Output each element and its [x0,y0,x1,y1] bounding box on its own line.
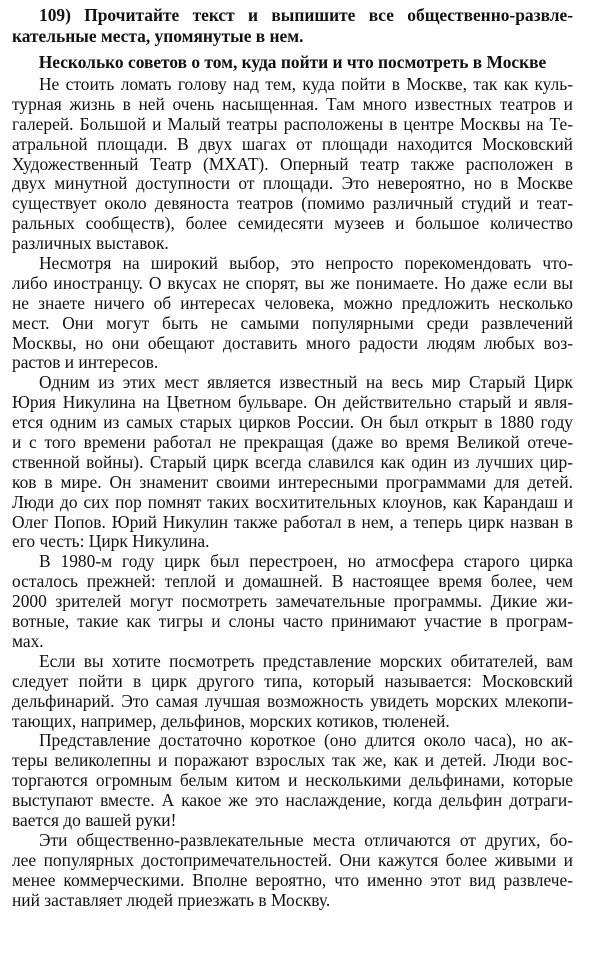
text-line: мест. Они могут быть не самыми популярными среди развлечений [12,312,573,333]
paragraph [12,373,573,552]
paragraph [12,552,573,651]
text-line: Москвы, но они обещают доставить много радости людям любых воз- [12,332,573,353]
text-line: ральных сообществ), более семидесяти музеев и большое количество [12,213,573,234]
text-line: турная жизнь в ней очень насыщенная. Там много известных театров и [12,93,573,114]
paragraph [12,831,573,911]
text-line: В 1980-м году цирк был перестроен, но атмосфера старого цирка [39,551,573,572]
text-line: атральной площади. В двух шагах от площади находится Московский [12,133,573,154]
text-heading: Несколько советов о том, куда пойти и что посмотреть в Москве [38,52,547,72]
text-line: ков в мире. Он знаменит своими интересными программами для детей. [12,471,573,492]
text-line: двух минутной доступности от площади. Это невероятно, но в Москве [12,173,573,194]
text-line: торгаются огромным белым китом и несколькими дельфинами, которые [12,770,573,791]
text-line: ний заставляет людей приезжать в Москву. [12,889,331,910]
text-line: дельфинарий. Это самая лучшая возможность увидеть морских млекопи- [12,690,573,711]
text-line: вотные, такие как тигры и слоны часто принимают участие в програм- [12,611,573,632]
text-line: Олег Попов. Юрий Никулин также работал в нем, а теперь цирк назван в [12,511,573,532]
text-line: Представление достаточно короткое (оно длится около часа), но ак- [39,730,573,751]
text-line: теры великолепны и поражают взрослых так же, как и детей. Люди вос- [12,750,573,771]
paragraph [12,75,573,254]
paragraph [12,254,573,373]
text-line: мах. [12,630,44,651]
text-line: 2000 зрителей могут посмотреть замечательные программы. Дикие жи- [12,591,573,612]
text-line: и с того времени работал не прекращая (даже во время Великой отече- [12,432,573,453]
text-line: не знаете ничего об интересах человека, можно предложить несколько [12,292,573,313]
text-line: либо иностранцу. О вкусах не спорят, вы же понимаете. Но даже если вы [12,272,573,293]
text-line: следует пойти в цирк другого типа, который называется: Московский [12,670,573,691]
text-line: Не стоить ломать голову над тем, куда пойти в Москве, так как куль- [39,74,573,94]
text-line: Одним из этих мест является известный на весь мир Старый Цирк [39,372,573,393]
text-line: менее коммерческими. Вполне вероятно, что именно этот вид развлече- [12,869,573,890]
text-line: Эти общественно-развлекательные места отличаются от других, бо- [39,829,573,850]
exercise-task [12,5,573,47]
text-line: Несмотря на широкий выбор, это непросто порекомендовать что- [39,253,573,274]
text-line: выступают вместе. А какое же это наслаждение, когда дельфин дотраги- [12,790,573,811]
document-page [12,5,573,910]
text-line: осталось прежней: теплой и домашней. В настоящее время более, чем [12,571,573,592]
text-line: Если вы хотите посмотреть представление морских обитателей, вам [39,650,573,671]
text-line: различных выставок. [12,233,169,254]
text-line: ется одним из самых старых цирков России. Он был открыт в 1880 году [12,412,573,433]
text-line: его честь: Цирк Никулина. [12,531,210,552]
paragraph [12,652,573,732]
text-line: существует около девяноста театров (помимо различный студий и теат- [12,193,573,214]
text-line: 109) Прочитайте текст и выпишите все общественно-развле- [39,5,573,25]
text-line: ственной войны). Старый цирк всегда славился как один из лучших цир- [12,451,573,472]
text-line: галерей. Большой и Малый театры расположены в центре Москвы на Те- [12,113,573,134]
text-line: вается до вашей руки! [12,809,177,830]
text-line: Юрия Никулина на Цветном бульваре. Он действительно старый и явля- [12,392,573,413]
text-line: лее популярных достопримечательностей. Они кажутся более живыми и [12,849,573,870]
text-line: кательные места, упомянутые в нем. [12,26,304,46]
text-body [12,75,573,910]
paragraph [12,731,573,830]
text-line: Художественный Театр (МХАТ). Оперный театр также расположен в [12,153,573,174]
text-line: Люди до сих пор помнят таких восхитительных клоунов, как Карандаш и [12,491,573,512]
text-line: растов и интересов. [12,352,159,373]
text-line: тающих, например, дельфинов, морских котиков, тюленей. [12,710,450,731]
